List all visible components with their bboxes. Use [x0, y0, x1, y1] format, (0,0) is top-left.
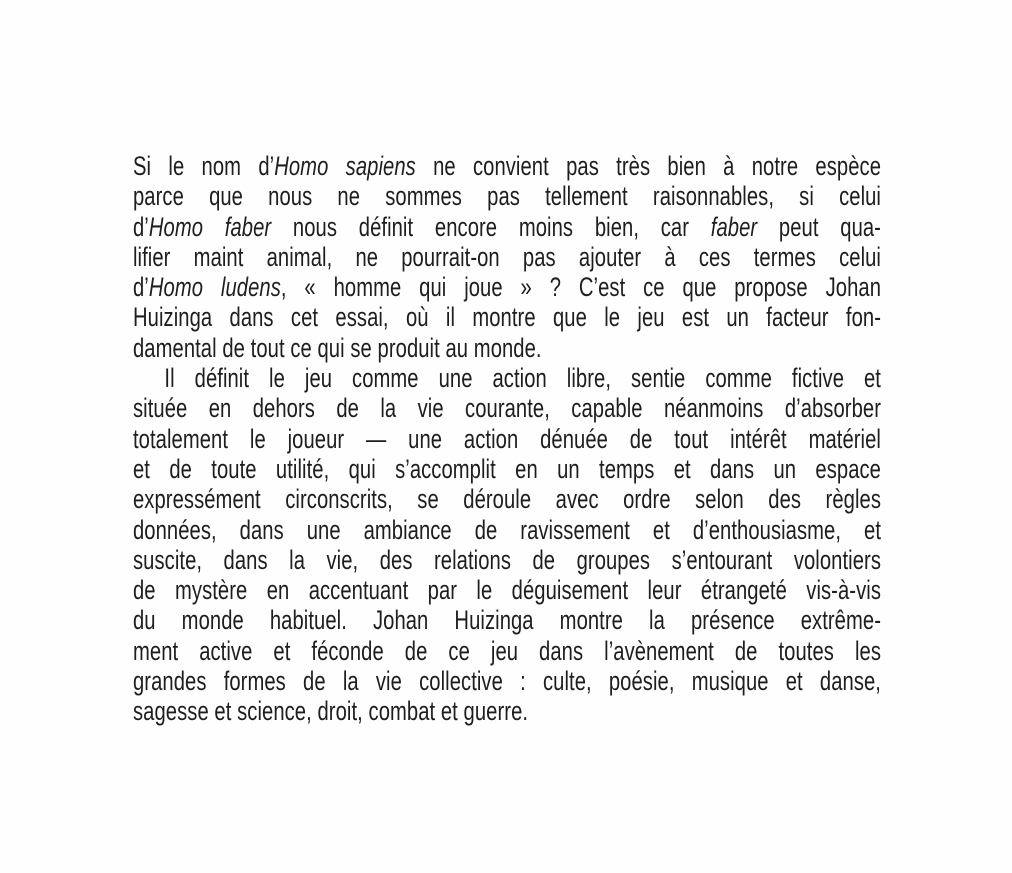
- text-segment: de mystère en accentuant par le déguisement leur étrangeté vis-à-vis: [133, 575, 881, 606]
- text-segment: Il définit le jeu comme une action libre, sentie comme fictive et: [164, 363, 881, 394]
- text-segment: sagesse et science, droit, combat et guerre.: [133, 696, 529, 727]
- text-line: [133, 242, 881, 272]
- text-segment: , « homme qui joue » ? C’est ce que propose Johan: [280, 272, 881, 303]
- italic-text-segment: Homo sapiens: [274, 151, 416, 181]
- text-line: [133, 605, 881, 635]
- text-line: [133, 575, 881, 605]
- text-segment: ment active et féconde de ce jeu dans l’avènement de toutes les: [133, 635, 881, 666]
- blurb-text: [133, 151, 881, 727]
- text-segment: expressément circonscrits, se déroule avec ordre selon des règles: [133, 484, 881, 515]
- text-segment: totalement le joueur — une action dénuée de tout intérêt matériel: [133, 423, 881, 454]
- text-line: [133, 181, 881, 211]
- italic-text-segment: Homo faber: [148, 211, 272, 242]
- text-segment: d’: [133, 211, 149, 242]
- text-line: [133, 545, 881, 575]
- text-segment: damental de tout ce qui se produit au monde.: [133, 332, 542, 363]
- text-segment: située en dehors de la vie courante, capable néanmoins d’absorber: [133, 393, 881, 424]
- italic-text-segment: Homo ludens: [148, 272, 281, 303]
- text-line: [133, 333, 881, 363]
- text-line: [133, 666, 881, 696]
- text-line: [133, 212, 881, 242]
- text-segment: du monde habituel. Johan Huizinga montre la présence extrême-: [133, 605, 881, 636]
- text-line: [133, 696, 881, 726]
- italic-text-segment: faber: [710, 211, 758, 242]
- text-segment: lifier maint animal, ne pourrait-on pas ajouter à ces termes celui: [133, 241, 881, 272]
- text-line: [133, 424, 881, 454]
- text-segment: et de toute utilité, qui s’accomplit en un temps et dans un espace: [133, 453, 881, 484]
- text-line: [133, 636, 881, 666]
- text-segment: parce que nous ne sommes pas tellement raisonnables, si celui: [133, 181, 881, 212]
- text-line: [133, 302, 881, 332]
- text-segment: suscite, dans la vie, des relations de groupes s’entourant volontiers: [133, 544, 881, 575]
- text-line: [133, 272, 881, 302]
- text-segment: peut qua-: [757, 211, 881, 242]
- text-segment: Huizinga dans cet essai, où il montre que le jeu est un facteur fon-: [133, 302, 881, 333]
- text-line: [133, 151, 881, 181]
- text-segment: données, dans une ambiance de ravissement et d’enthousiasme, et: [133, 514, 881, 545]
- text-line: [133, 393, 881, 423]
- text-line: [133, 454, 881, 484]
- text-segment: ne convient pas très bien à notre espèce: [415, 151, 882, 181]
- text-line: [133, 363, 881, 393]
- text-line: [133, 515, 881, 545]
- text-line: [133, 484, 881, 514]
- text-segment: grandes formes de la vie collective : culte, poésie, musique et danse,: [133, 666, 881, 697]
- text-segment: Si le nom d’: [133, 151, 275, 181]
- text-segment: nous définit encore moins bien, car: [271, 211, 711, 242]
- text-segment: d’: [133, 272, 149, 303]
